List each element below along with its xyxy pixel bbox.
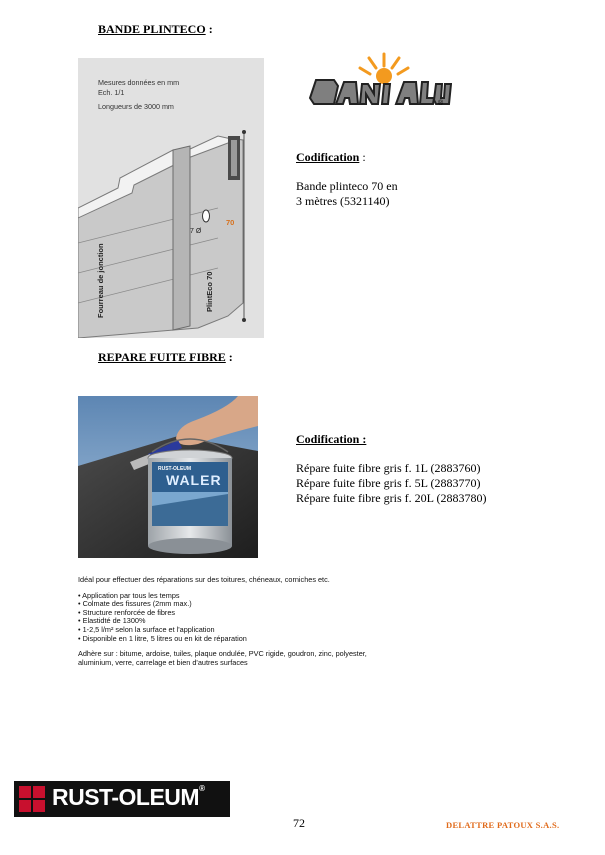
rust-oleum-emblem-icon <box>19 786 45 812</box>
hole-label: 7 Ø <box>190 228 202 235</box>
dani-alu-logo <box>306 52 452 112</box>
codification-line: 3 mètres (5321140) <box>296 194 390 208</box>
fourreau-label: Fourreau de jonction <box>96 243 105 318</box>
dimension-label: 70 <box>226 218 235 227</box>
codification-line: Répare fuite fibre gris f. 5L (2883770) <box>296 476 481 490</box>
codification-suffix: : <box>359 150 366 164</box>
diagram-note: Mesures données en mm <box>98 78 180 87</box>
section-title-repare-fuite <box>98 350 233 365</box>
diagram-note: Ech. 1/1 <box>98 88 125 97</box>
section-title-plinteco <box>98 22 213 37</box>
diagram-note: Longueurs de 3000 mm <box>98 102 174 111</box>
product-photo <box>78 396 258 558</box>
plinteco-label: PlintEco 70 <box>205 271 214 312</box>
codification-line: Répare fuite fibre gris f. 20L (2883780) <box>296 491 487 505</box>
feature-bullet: • Structure renforcée de fibres <box>78 607 176 617</box>
product-description <box>78 576 498 667</box>
codification-heading: Codification : <box>296 432 367 446</box>
codification-line: Répare fuite fibre gris f. 1L (2883760) <box>296 461 481 475</box>
section-title-text: REPARE FUITE FIBRE <box>98 350 226 364</box>
feature-bullet: • Application par tous les temps <box>78 590 180 600</box>
can-brand: RUST-OLEUM <box>158 466 192 472</box>
page-number: 72 <box>293 816 305 830</box>
logo-registered-mark: ® <box>438 100 444 107</box>
brand-registered-mark: ® <box>199 784 205 793</box>
can-product-name: WALER <box>166 472 222 488</box>
company-name: DELATTRE PATOUX S.A.S. <box>446 820 560 830</box>
section-title-text: BANDE PLINTECO <box>98 22 206 36</box>
codification-label: Codification <box>296 150 360 164</box>
feature-bullet: • Disponible en 1 litre, 5 litres ou en kit de réparation <box>78 633 247 643</box>
codification-plinteco <box>296 150 398 209</box>
section-title-suffix: : <box>205 22 213 36</box>
brand-name: RUST-OLEUM <box>52 784 200 810</box>
codification-line: Bande plinteco 70 en <box>296 179 398 193</box>
rust-oleum-wordmark <box>52 784 204 811</box>
section-title-suffix: : <box>225 350 233 364</box>
feature-bullet: • 1-2,5 l/m² selon la surface et l'application <box>78 624 215 634</box>
description-intro: Idéal pour effectuer des réparations sur des toitures, chéneaux, corniches etc. <box>78 575 330 584</box>
adhere-line: aluminium, verre, carrelage et bien d'autres surfaces <box>78 657 248 667</box>
diagram-notes <box>98 78 179 112</box>
codification-heading <box>296 150 398 165</box>
codification-repare-fuite <box>296 432 487 506</box>
feature-bullet: • Elastidté de 1300% <box>78 616 146 626</box>
feature-bullet: • Colmate des fissures (2mm max.) <box>78 599 192 609</box>
adhere-line: Adhère sur : bitume, ardoise, tuiles, plaque ondulée, PVC rigide, goudron, zinc, polyester, <box>78 649 367 659</box>
